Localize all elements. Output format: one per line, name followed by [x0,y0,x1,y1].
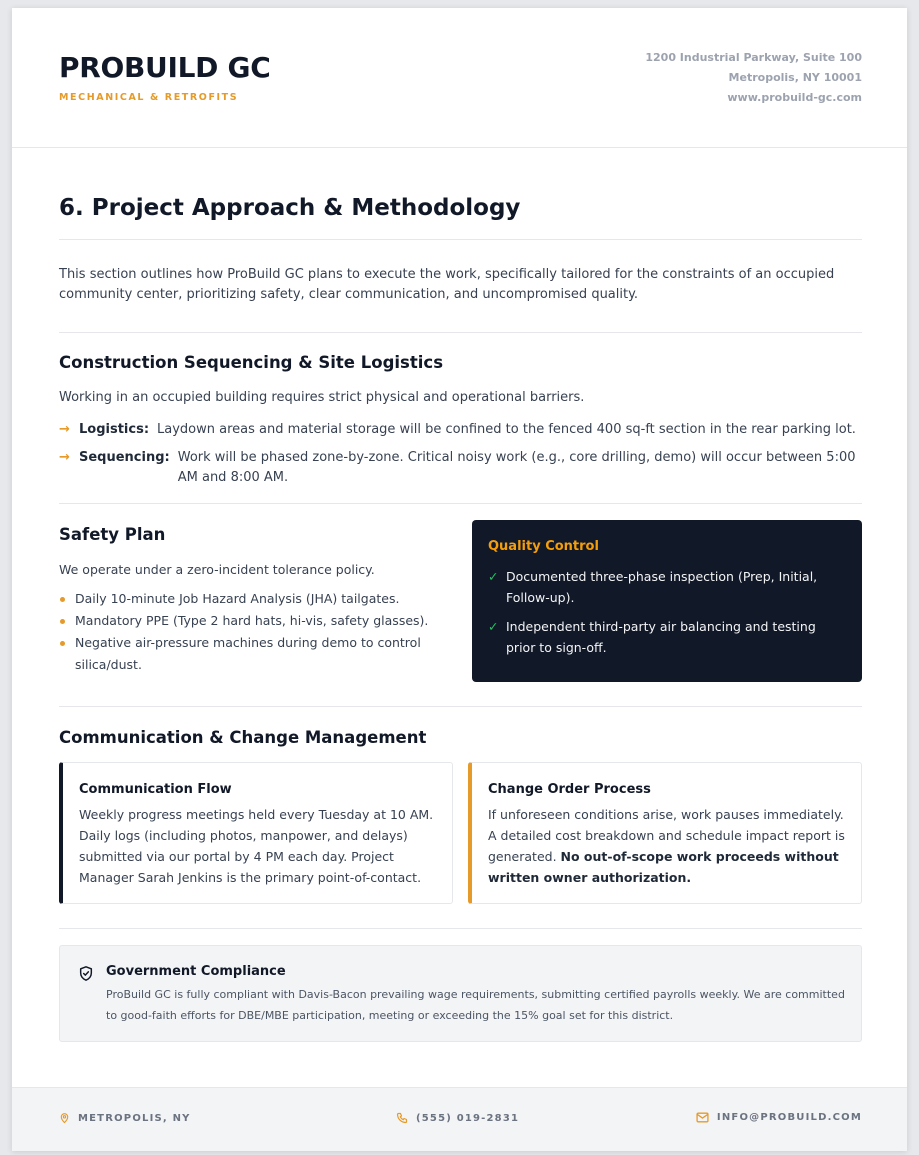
compliance-box [59,945,862,1042]
mail-icon [696,1112,709,1123]
card-body: Weekly progress meetings held every Tuesday at 10 AM. Daily logs (including photos, manpower, and delays) submitted via our portal by 4 PM each day. Project Manager Sarah Jenkins is the primary point-of-contact. [79,807,434,885]
safety-title: Safety Plan [59,525,166,544]
safety-lead: We operate under a zero-incident tolerance policy. [59,562,375,577]
footer-email-text: INFO@PROBUILD.COM [716,1112,862,1123]
address-line-2: Metropolis, NY 10001 [728,71,862,84]
sequencing-title: Construction Sequencing & Site Logistics [59,353,444,372]
list-item [488,616,846,658]
brand [59,51,270,103]
change-order-card [468,762,862,904]
footer-phone-text: (555) 019-2831 [416,1112,520,1124]
page-footer [12,1087,907,1151]
company-address [645,48,862,108]
item-text: Independent third-party air balancing and testing prior to sign-off. [506,619,816,655]
divider [59,503,862,504]
page-content [12,193,907,1042]
list-item: Mandatory PPE (Type 2 hard hats, hi-vis, safety glasses). [59,610,449,632]
compliance-body: ProBuild GC is fully compliant with Davis-Bacon prevailing wage requirements, submitting certified payrolls weekly. We are committed to good-faith efforts for DBE/MBE participation, meeting or exceeding the 15% goal set for this district. [106,988,845,1022]
quality-list [488,566,846,658]
divider [59,239,862,240]
card-body-text: If unforeseen conditions arise, work pauses immediately. A detailed cost breakdown and schedule impact report is generated. [488,807,845,864]
quality-control-panel [472,520,862,682]
footer-location-text: METROPOLIS, NY [78,1112,191,1124]
safety-plan [59,520,449,682]
footer-phone[interactable] [396,1112,519,1124]
arrow-right-icon: → [59,422,70,437]
sequencing-lead: Working in an occupied building requires strict physical and operational barriers. [59,390,585,405]
phone-icon [396,1112,408,1124]
item-label: Logistics: [79,422,150,437]
communication-cards [59,762,862,904]
document-page [12,8,907,1151]
divider [59,706,862,707]
card-title: Change Order Process [488,782,651,797]
list-item [59,448,862,488]
map-pin-icon [59,1112,70,1124]
card-body-emphasis: No out-of-scope work proceeds without written owner authorization. [488,849,839,885]
address-line-1: 1200 Industrial Parkway, Suite 100 [645,51,862,64]
quality-title: Quality Control [488,539,599,554]
item-label: Sequencing: [79,450,170,465]
safety-list [59,588,449,676]
company-tagline: MECHANICAL & RETROFITS [59,92,239,103]
card-title: Communication Flow [79,782,232,797]
arrow-right-icon: → [59,450,70,465]
divider [59,332,862,333]
check-icon: ✓ [488,569,499,584]
compliance-title: Government Compliance [106,964,286,979]
sequencing-list [59,420,862,488]
list-item [59,420,862,440]
item-text: Laydown areas and material storage will be confined to the fenced 400 sq-ft section in the rear parking lot. [157,422,856,437]
communication-flow-card [59,762,453,904]
company-name: PROBUILD GC [59,51,271,84]
section-title: 6. Project Approach & Methodology [59,195,521,221]
footer-location [59,1112,191,1124]
page-header [12,8,907,148]
card-body [488,804,845,888]
check-icon: ✓ [488,619,499,634]
website-link[interactable]: www.probuild-gc.com [727,91,862,104]
item-text: Documented three-phase inspection (Prep, Initial, Follow-up). [506,569,818,605]
communication-title: Communication & Change Management [59,728,427,747]
item-text: Work will be phased zone-by-zone. Critical noisy work (e.g., core drilling, demo) will occur between 5:00 AM and 8:00 AM. [177,450,856,485]
list-item [488,566,846,608]
divider [59,928,862,929]
safety-quality-row [59,520,862,682]
footer-email[interactable] [696,1112,862,1123]
list-item: Negative air-pressure machines during demo to control silica/dust. [59,632,449,676]
compliance-text [106,963,845,1041]
list-item: Daily 10-minute Job Hazard Analysis (JHA) tailgates. [59,588,449,610]
shield-check-icon [78,963,106,1041]
section-intro: This section outlines how ProBuild GC plans to execute the work, specifically tailored for the constraints of an occupied community center, prioritizing safety, clear communication, and uncompromised quality. [59,267,835,302]
